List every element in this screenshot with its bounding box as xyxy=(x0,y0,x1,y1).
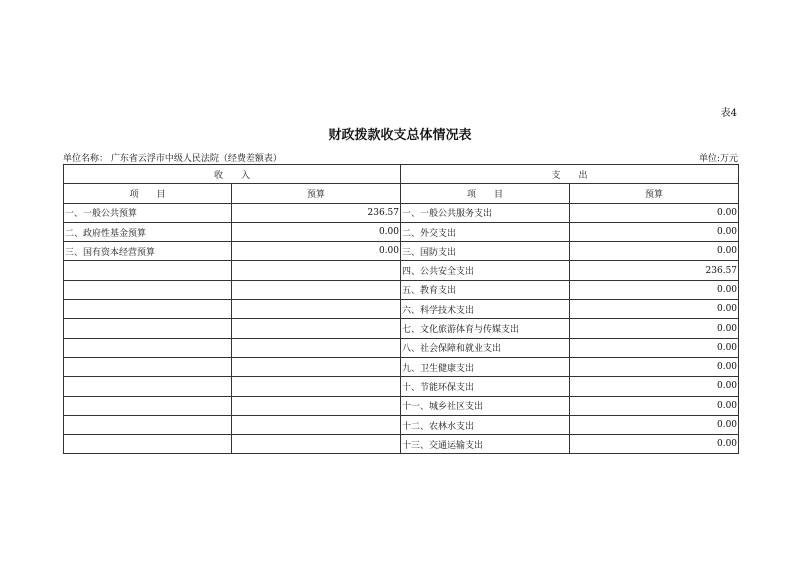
expense-budget-cell: 0.00 xyxy=(570,377,739,396)
expense-item-cell: 九、卫生健康支出 xyxy=(401,357,570,376)
income-budget-cell: 0.00 xyxy=(232,242,401,261)
expense-budget-cell: 0.00 xyxy=(570,357,739,376)
table-row xyxy=(64,377,739,396)
expense-item-header: 项 目 xyxy=(401,184,570,203)
table-number: 表4 xyxy=(720,108,737,119)
income-budget-cell xyxy=(232,357,401,376)
expense-budget-cell: 0.00 xyxy=(570,203,739,222)
expense-item-cell: 一、一般公共服务支出 xyxy=(401,203,570,222)
unit-name: 单位名称： 广东省云浮市中级人民法院（经费差额表） xyxy=(63,154,282,164)
table-row xyxy=(64,222,739,241)
expense-budget-cell: 0.00 xyxy=(570,319,739,338)
section-header-row xyxy=(64,165,739,184)
income-budget-cell xyxy=(232,261,401,280)
income-budget-cell xyxy=(232,377,401,396)
expense-item-cell: 十二、农林水支出 xyxy=(401,415,570,434)
income-budget-cell: 236.57 xyxy=(232,203,401,222)
table-row xyxy=(64,357,739,376)
income-item-cell: 三、国有资本经营预算 xyxy=(64,242,232,261)
income-budget-cell xyxy=(232,280,401,299)
income-item-cell xyxy=(64,338,232,357)
expense-budget-cell: 0.00 xyxy=(570,338,739,357)
income-item-header: 项 目 xyxy=(64,184,232,203)
income-section-header: 收 入 xyxy=(64,165,401,184)
table-row xyxy=(64,435,739,454)
income-item-cell xyxy=(64,300,232,319)
expense-item-cell: 三、国防支出 xyxy=(401,242,570,261)
table-row xyxy=(64,415,739,434)
unit-label: 单位:万元 xyxy=(698,154,738,164)
unit-line xyxy=(63,151,738,164)
income-budget-cell xyxy=(232,300,401,319)
column-header-row xyxy=(64,184,739,203)
expense-budget-cell: 0.00 xyxy=(570,222,739,241)
table-row xyxy=(64,319,739,338)
income-budget-cell xyxy=(232,415,401,434)
income-budget-cell xyxy=(232,435,401,454)
expense-item-cell: 七、文化旅游体育与传媒支出 xyxy=(401,319,570,338)
expense-item-cell: 十一、城乡社区支出 xyxy=(401,396,570,415)
expense-budget-cell: 236.57 xyxy=(570,261,739,280)
income-item-cell: 二、政府性基金预算 xyxy=(64,222,232,241)
table-row xyxy=(64,261,739,280)
income-item-cell xyxy=(64,377,232,396)
expense-item-cell: 六、科学技术支出 xyxy=(401,300,570,319)
expense-budget-cell: 0.00 xyxy=(570,435,739,454)
finance-table xyxy=(63,164,739,454)
expense-item-cell: 八、社会保障和就业支出 xyxy=(401,338,570,357)
expense-budget-cell: 0.00 xyxy=(570,280,739,299)
table-row xyxy=(64,300,739,319)
page-title: 财政拨款收支总体情况表 xyxy=(328,128,472,143)
table-row xyxy=(64,280,739,299)
expense-budget-cell: 0.00 xyxy=(570,396,739,415)
income-item-cell xyxy=(64,415,232,434)
expense-item-cell: 十、节能环保支出 xyxy=(401,377,570,396)
expense-budget-cell: 0.00 xyxy=(570,242,739,261)
expense-item-cell: 十三、交通运输支出 xyxy=(401,435,570,454)
table-row xyxy=(64,242,739,261)
table-row xyxy=(64,203,739,222)
income-budget-cell xyxy=(232,338,401,357)
income-budget-header: 预算 xyxy=(232,184,401,203)
income-item-cell xyxy=(64,319,232,338)
expense-item-cell: 五、教育支出 xyxy=(401,280,570,299)
expense-item-cell: 四、公共安全支出 xyxy=(401,261,570,280)
income-item-cell xyxy=(64,396,232,415)
expense-section-header: 支 出 xyxy=(401,165,739,184)
expense-item-cell: 二、外交支出 xyxy=(401,222,570,241)
income-item-cell xyxy=(64,261,232,280)
income-item-cell: 一、一般公共预算 xyxy=(64,203,232,222)
expense-budget-cell: 0.00 xyxy=(570,415,739,434)
income-budget-cell xyxy=(232,319,401,338)
income-budget-cell: 0.00 xyxy=(232,222,401,241)
table-row xyxy=(64,396,739,415)
income-item-cell xyxy=(64,435,232,454)
income-item-cell xyxy=(64,280,232,299)
expense-budget-header: 预算 xyxy=(570,184,739,203)
income-item-cell xyxy=(64,357,232,376)
expense-budget-cell: 0.00 xyxy=(570,300,739,319)
table-row xyxy=(64,338,739,357)
income-budget-cell xyxy=(232,396,401,415)
